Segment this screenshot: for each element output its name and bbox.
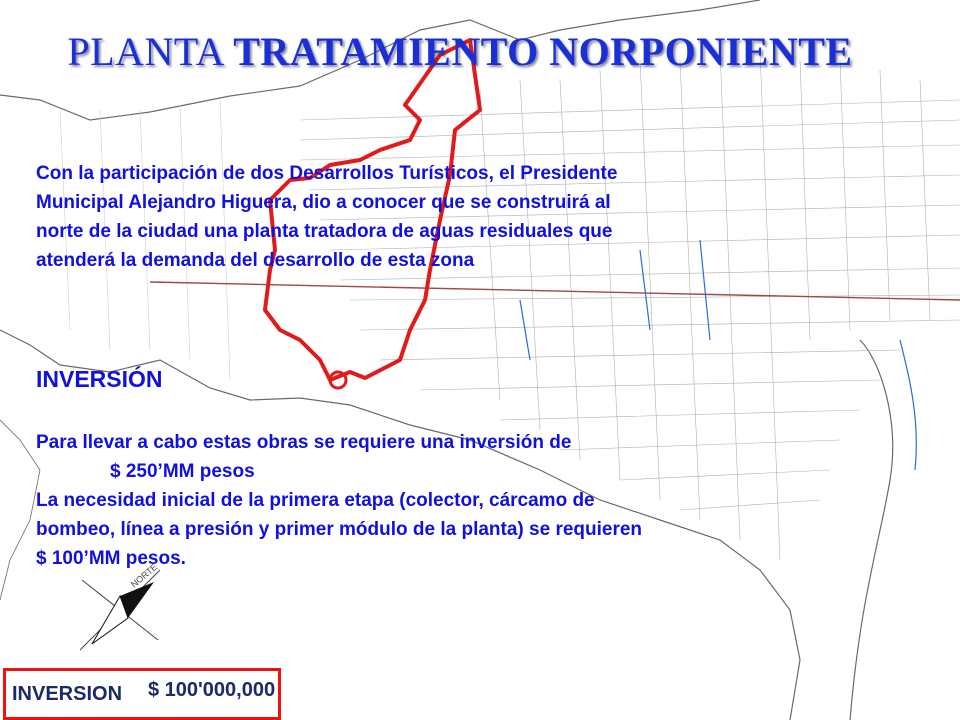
investment-first-stage: $ 100’MM pesos. <box>36 548 186 569</box>
investment-total: $ 250’MM pesos <box>110 461 255 482</box>
title-part1: PLANTA <box>67 29 234 74</box>
investment-summary-box <box>3 668 281 720</box>
intro-line: norte de la ciudad una planta tratadora de aguas residuales que <box>36 221 613 242</box>
intro-line: Con la participación de dos Desarrollos Turísticos, el Presidente <box>36 163 618 184</box>
intro-line: atenderá la demanda del desarrollo de esta zona <box>36 250 475 271</box>
title-part2: TRATAMIENTO NORPONIENTE <box>233 29 853 74</box>
investment-box-amount: $ 100'000,000 <box>148 679 276 701</box>
highway <box>150 282 960 300</box>
investment-line: bombeo, línea a presión y primer módulo de la planta) se requieren <box>36 519 643 540</box>
investment-line: La necesidad inicial de la primera etapa (colector, cárcamo de <box>36 490 595 511</box>
investment-paragraph <box>36 428 936 573</box>
page-title <box>0 28 920 75</box>
compass-label: NORTE <box>128 561 160 590</box>
investment-line: Para llevar a cabo estas obras se requiere una inversión de <box>36 432 572 453</box>
intro-line: Municipal Alejandro Higuera, dio a conocer que se construirá al <box>36 192 611 213</box>
north-arrow <box>80 562 160 650</box>
intro-paragraph <box>36 159 936 275</box>
investment-heading: INVERSIÓN <box>36 366 163 392</box>
investment-box-label: INVERSION <box>12 683 123 705</box>
